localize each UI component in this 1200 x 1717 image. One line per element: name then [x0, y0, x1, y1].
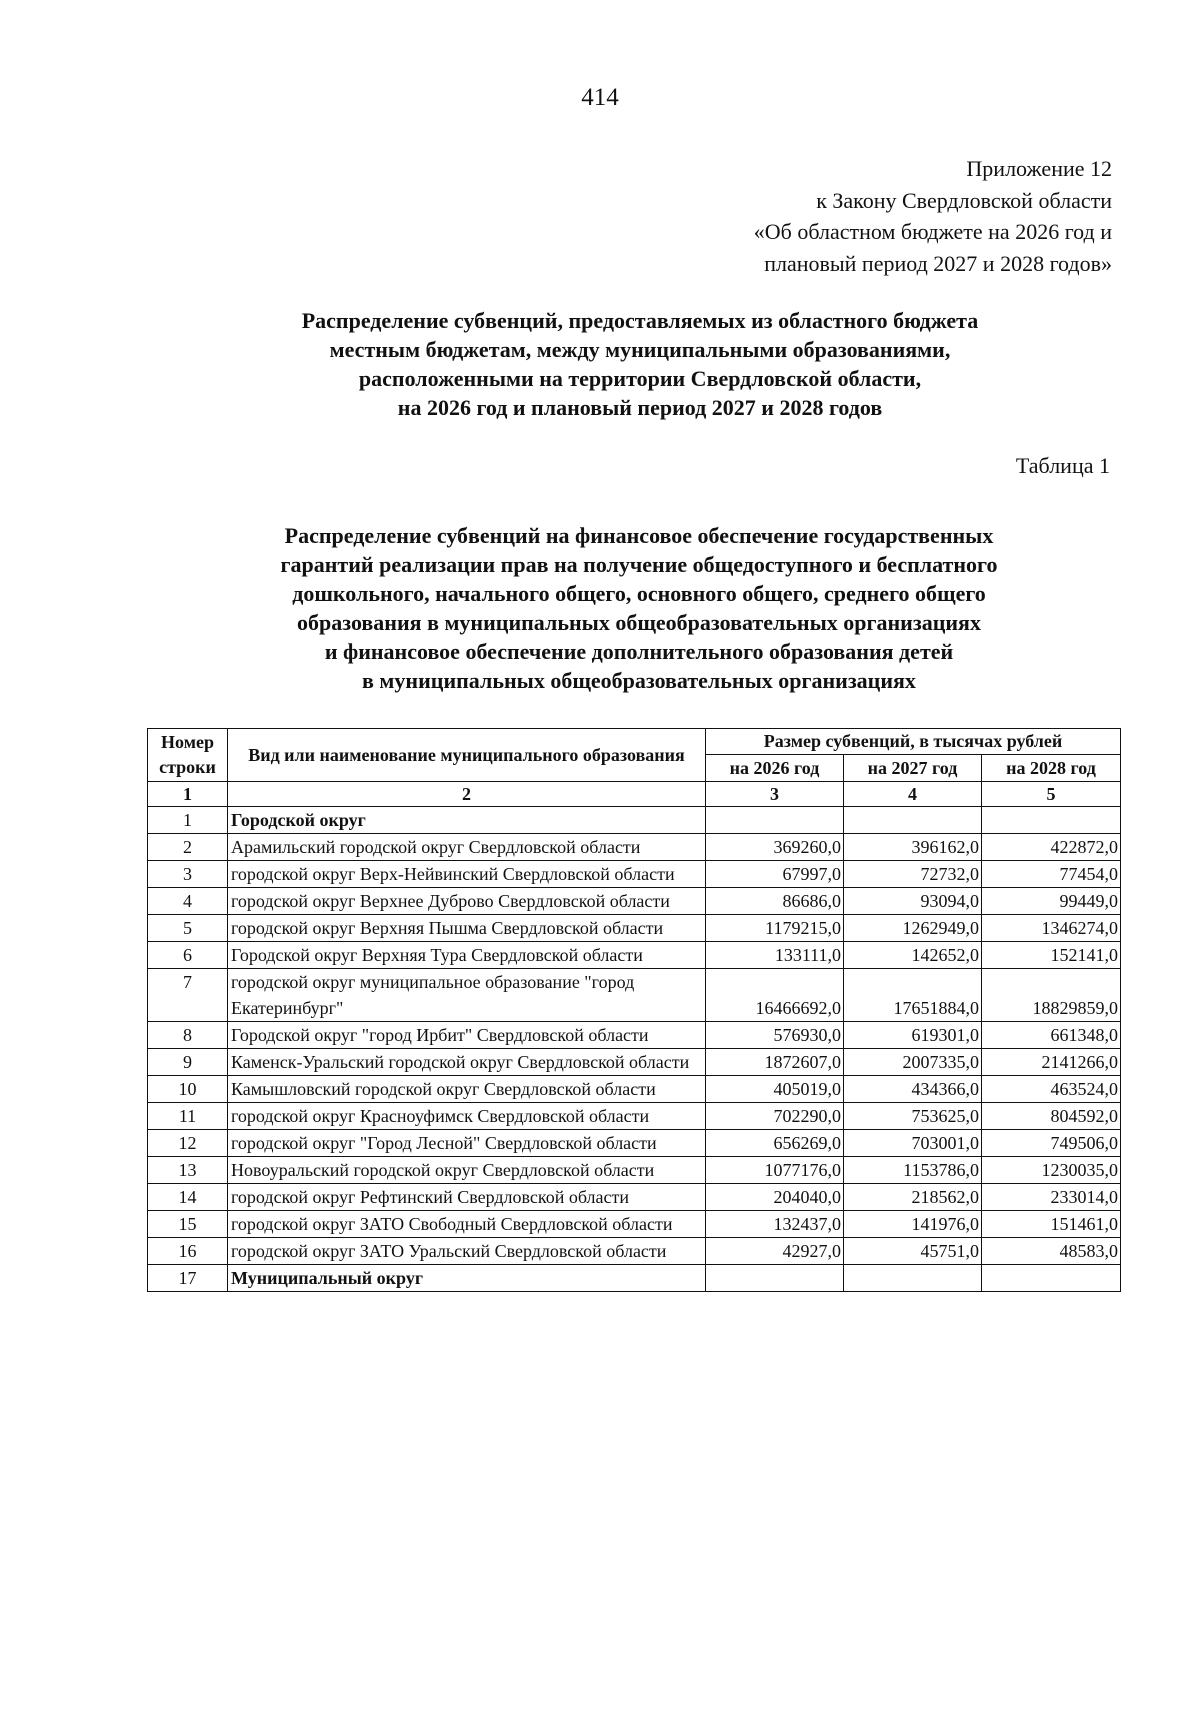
table-title-line: дошкольного, начального общего, основного общего, среднего общего	[292, 581, 986, 606]
table-row	[148, 888, 1121, 915]
subvention-table	[147, 728, 1121, 1292]
table-title-line: Распределение субвенций на финансовое обеспечение государственных	[284, 523, 994, 548]
column-index: 4	[844, 782, 982, 807]
amount-2027-cell: 45751,0	[844, 1238, 982, 1265]
table-title	[0, 521, 1200, 695]
table-row	[148, 915, 1121, 942]
table-row	[148, 1211, 1121, 1238]
amount-2027-cell: 2007335,0	[844, 1049, 982, 1076]
column-index: 2	[228, 782, 706, 807]
appendix-line: к Закону Свердловской области	[816, 187, 1112, 213]
municipality-name-cell: городской округ муниципальное образование "город Екатеринбург"	[228, 969, 706, 1022]
municipality-name-cell: Городской округ Верхняя Тура Свердловской области	[228, 942, 706, 969]
amount-2026-cell: 1179215,0	[706, 915, 844, 942]
table-row	[148, 1076, 1121, 1103]
amount-2026-cell: 1872607,0	[706, 1049, 844, 1076]
table-title-line: в муниципальных общеобразовательных организациях	[362, 668, 916, 693]
amount-2026-cell: 576930,0	[706, 1022, 844, 1049]
table-row	[148, 1238, 1121, 1265]
amount-2026-cell: 16466692,0	[706, 969, 844, 1022]
amount-2026-cell: 1077176,0	[706, 1157, 844, 1184]
row-number-cell: 1	[148, 807, 228, 834]
appendix-line: плановый период 2027 и 2028 годов»	[764, 250, 1112, 276]
amount-2027-cell: 93094,0	[844, 888, 982, 915]
row-number-cell: 5	[148, 915, 228, 942]
appendix-line: «Об областном бюджете на 2026 год и	[753, 219, 1112, 244]
municipality-name-cell: городской округ Рефтинский Свердловской области	[228, 1184, 706, 1211]
column-index: 1	[148, 782, 228, 807]
table-title-line: и финансовое обеспечение дополнительного образования детей	[324, 639, 954, 664]
row-number-cell: 12	[148, 1130, 228, 1157]
amount-2026-cell	[706, 1265, 844, 1292]
table-row	[148, 1130, 1121, 1157]
section-row	[148, 807, 1121, 834]
row-number-cell: 14	[148, 1184, 228, 1211]
row-number-cell: 3	[148, 861, 228, 888]
municipality-name-cell: Городской округ "город Ирбит" Свердловской области	[228, 1022, 706, 1049]
amount-2026-cell: 204040,0	[706, 1184, 844, 1211]
table-row	[148, 942, 1121, 969]
amount-2028-cell: 48583,0	[982, 1238, 1121, 1265]
table-row	[148, 834, 1121, 861]
table-row	[148, 1103, 1121, 1130]
row-number-cell: 4	[148, 888, 228, 915]
row-number-cell: 7	[148, 969, 228, 1022]
header-year-2027: на 2027 год	[844, 755, 982, 782]
table-row	[148, 969, 1121, 1022]
amount-2027-cell: 142652,0	[844, 942, 982, 969]
municipality-name-cell: Арамильский городской округ Свердловской области	[228, 834, 706, 861]
amount-2027-cell: 17651884,0	[844, 969, 982, 1022]
table-body	[148, 807, 1121, 1292]
amount-2028-cell: 1346274,0	[982, 915, 1121, 942]
table-row	[148, 1184, 1121, 1211]
amount-2028-cell: 18829859,0	[982, 969, 1121, 1022]
amount-2027-cell: 72732,0	[844, 861, 982, 888]
table-row	[148, 1049, 1121, 1076]
main-title-line: местным бюджетам, между муниципальными образованиями,	[329, 337, 951, 362]
table-title-line: гарантий реализации прав на получение общедоступного и бесплатного	[280, 552, 998, 577]
main-title	[0, 306, 1200, 422]
municipality-name-cell: городской округ "Город Лесной" Свердловской области	[228, 1130, 706, 1157]
municipality-name-cell: городской округ ЗАТО Уральский Свердловской области	[228, 1238, 706, 1265]
row-number-cell: 11	[148, 1103, 228, 1130]
amount-2026-cell: 86686,0	[706, 888, 844, 915]
amount-2028-cell: 804592,0	[982, 1103, 1121, 1130]
main-title-line: расположенными на территории Свердловской области,	[358, 366, 922, 391]
municipality-name-cell: городской округ ЗАТО Свободный Свердловской области	[228, 1211, 706, 1238]
table-title-line: образования в муниципальных общеобразовательных организациях	[297, 610, 981, 635]
amount-2026-cell	[706, 807, 844, 834]
amount-2028-cell: 233014,0	[982, 1184, 1121, 1211]
amount-2028-cell: 1230035,0	[982, 1157, 1121, 1184]
appendix-line: Приложение 12	[966, 156, 1112, 181]
row-number-cell: 2	[148, 834, 228, 861]
row-number-cell: 8	[148, 1022, 228, 1049]
amount-2027-cell: 703001,0	[844, 1130, 982, 1157]
amount-2026-cell: 702290,0	[706, 1103, 844, 1130]
amount-2027-cell: 396162,0	[844, 834, 982, 861]
row-number-cell: 15	[148, 1211, 228, 1238]
municipality-name-cell: Каменск-Уральский городской округ Свердловской области	[228, 1049, 706, 1076]
municipality-name-cell: Камышловский городской округ Свердловской области	[228, 1076, 706, 1103]
amount-2028-cell: 661348,0	[982, 1022, 1121, 1049]
table-label: Таблица 1	[1015, 453, 1110, 478]
row-number-cell: 6	[148, 942, 228, 969]
amount-2026-cell: 369260,0	[706, 834, 844, 861]
amount-2028-cell: 749506,0	[982, 1130, 1121, 1157]
amount-2028-cell: 151461,0	[982, 1211, 1121, 1238]
main-title-line: на 2026 год и плановый период 2027 и 2028 годов	[397, 395, 883, 420]
amount-2027-cell: 434366,0	[844, 1076, 982, 1103]
amount-2026-cell: 42927,0	[706, 1238, 844, 1265]
amount-2027-cell: 218562,0	[844, 1184, 982, 1211]
header-year-2028: на 2028 год	[982, 755, 1121, 782]
row-number-cell: 10	[148, 1076, 228, 1103]
municipality-name-cell: городской округ Верх-Нейвинский Свердловской области	[228, 861, 706, 888]
amount-2026-cell: 656269,0	[706, 1130, 844, 1157]
amount-2026-cell: 405019,0	[706, 1076, 844, 1103]
amount-2027-cell: 1153786,0	[844, 1157, 982, 1184]
amount-2028-cell: 463524,0	[982, 1076, 1121, 1103]
amount-2026-cell: 132437,0	[706, 1211, 844, 1238]
amount-2028-cell: 77454,0	[982, 861, 1121, 888]
page-number: 414	[581, 84, 619, 111]
table-row	[148, 1022, 1121, 1049]
row-number-cell: 17	[148, 1265, 228, 1292]
header-row-number: Номер строки	[148, 729, 228, 782]
section-row	[148, 1265, 1121, 1292]
row-number-cell: 13	[148, 1157, 228, 1184]
table-row	[148, 1157, 1121, 1184]
amount-2028-cell: 99449,0	[982, 888, 1121, 915]
header-year-2026: на 2026 год	[706, 755, 844, 782]
municipality-name-cell: Новоуральский городской округ Свердловской области	[228, 1157, 706, 1184]
appendix-reference	[754, 153, 1112, 279]
amount-2026-cell: 133111,0	[706, 942, 844, 969]
municipality-name-cell: Городской округ	[228, 807, 706, 834]
amount-2028-cell: 152141,0	[982, 942, 1121, 969]
amount-2028-cell: 422872,0	[982, 834, 1121, 861]
amount-2027-cell	[844, 1265, 982, 1292]
municipality-name-cell: городской округ Верхнее Дуброво Свердловской области	[228, 888, 706, 915]
column-index: 5	[982, 782, 1121, 807]
main-title-line: Распределение субвенций, предоставляемых из областного бюджета	[301, 308, 979, 333]
amount-2027-cell: 619301,0	[844, 1022, 982, 1049]
table-row	[148, 861, 1121, 888]
amount-2027-cell	[844, 807, 982, 834]
header-amount-group: Размер субвенций, в тысячах рублей	[706, 729, 1121, 755]
amount-2027-cell: 1262949,0	[844, 915, 982, 942]
amount-2028-cell	[982, 1265, 1121, 1292]
amount-2026-cell: 67997,0	[706, 861, 844, 888]
header-municipality-name: Вид или наименование муниципального образования	[228, 729, 706, 782]
column-index: 3	[706, 782, 844, 807]
amount-2028-cell	[982, 807, 1121, 834]
row-number-cell: 16	[148, 1238, 228, 1265]
amount-2027-cell: 753625,0	[844, 1103, 982, 1130]
municipality-name-cell: Муниципальный округ	[228, 1265, 706, 1292]
amount-2027-cell: 141976,0	[844, 1211, 982, 1238]
row-number-cell: 9	[148, 1049, 228, 1076]
municipality-name-cell: городской округ Красноуфимск Свердловской области	[228, 1103, 706, 1130]
amount-2028-cell: 2141266,0	[982, 1049, 1121, 1076]
municipality-name-cell: городской округ Верхняя Пышма Свердловской области	[228, 915, 706, 942]
